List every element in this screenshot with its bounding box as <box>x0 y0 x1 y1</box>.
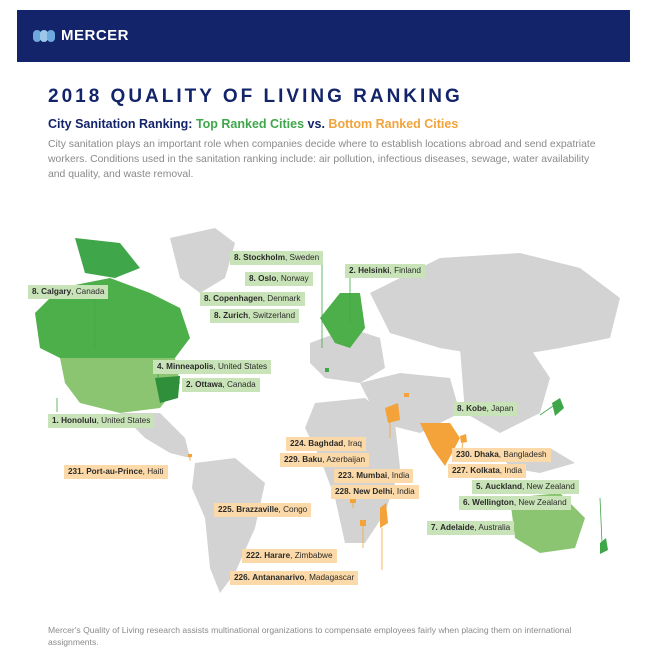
subtitle-lead: City Sanitation Ranking: <box>48 117 193 131</box>
brand-name: MERCER <box>61 27 130 44</box>
city-label-calgary: 8. Calgary, Canada <box>28 285 108 299</box>
city-label-baku: 229. Baku, Azerbaijan <box>280 453 369 467</box>
city-label-new-delhi: 228. New Delhi, India <box>331 485 419 499</box>
city-label-helsinki: 2. Helsinki, Finland <box>345 264 425 278</box>
description: City sanitation plays an important role when companies decide where to establish locations abroad and send expatriate workers. Conditions used in the sanitation ranking include: air pollution, infectious diseases, sewage, water availability and quality, and waste removal. <box>48 139 596 180</box>
city-label-adelaide: 7. Adelaide, Australia <box>427 521 514 535</box>
city-label-stockholm: 8. Stockholm, Sweden <box>230 251 323 265</box>
zimbabwe-highlight <box>360 520 366 526</box>
footer-note: Mercer's Quality of Living research assists multinational organizations to compensate employees fairly when placing them on international assignments. <box>48 625 572 647</box>
city-label-dhaka: 230. Dhaka, Bangladesh <box>452 448 551 462</box>
city-label-baghdad: 224. Baghdad, Iraq <box>286 437 366 451</box>
subtitle-vs: vs. <box>307 117 325 131</box>
mercer-logo <box>33 27 129 44</box>
city-label-honolulu: 1. Honolulu, United States <box>48 414 154 428</box>
city-label-zurich: 8. Zurich, Switzerland <box>210 309 299 323</box>
subtitle-top: Top Ranked Cities <box>195 117 305 131</box>
azerbaijan-highlight <box>404 393 409 397</box>
header-banner <box>17 10 630 62</box>
city-label-oslo: 8. Oslo, Norway <box>245 272 313 286</box>
mercer-logo-icon <box>33 29 55 43</box>
city-label-auckland: 5. Auckland, New Zealand <box>472 480 579 494</box>
bangladesh-highlight <box>460 434 467 443</box>
page-title: 2018 QUALITY OF LIVING RANKING <box>48 86 463 107</box>
city-label-kobe: 8. Kobe, Japan <box>453 402 517 416</box>
japan-highlight <box>552 398 564 416</box>
subtitle-bottom: Bottom Ranked Cities <box>328 117 459 131</box>
city-label-kolkata: 227. Kolkata, India <box>448 464 526 478</box>
city-label-wellington: 6. Wellington, New Zealand <box>459 496 571 510</box>
city-label-mumbai: 223. Mumbai, India <box>334 469 413 483</box>
city-label-harare: 222. Harare, Zimbabwe <box>242 549 337 563</box>
city-label-ottawa: 2. Ottawa, Canada <box>182 378 260 392</box>
world-map <box>20 198 630 608</box>
subtitle <box>48 117 458 131</box>
city-label-copenhagen: 8. Copenhagen, Denmark <box>200 292 305 306</box>
city-label-minneapolis: 4. Minneapolis, United States <box>153 360 271 374</box>
city-label-port-au-prince: 231. Port-au-Prince, Haiti <box>64 465 168 479</box>
city-label-brazzaville: 225. Brazzaville, Congo <box>214 503 311 517</box>
city-label-antananarivo: 226. Antananarivo, Madagascar <box>230 571 358 585</box>
